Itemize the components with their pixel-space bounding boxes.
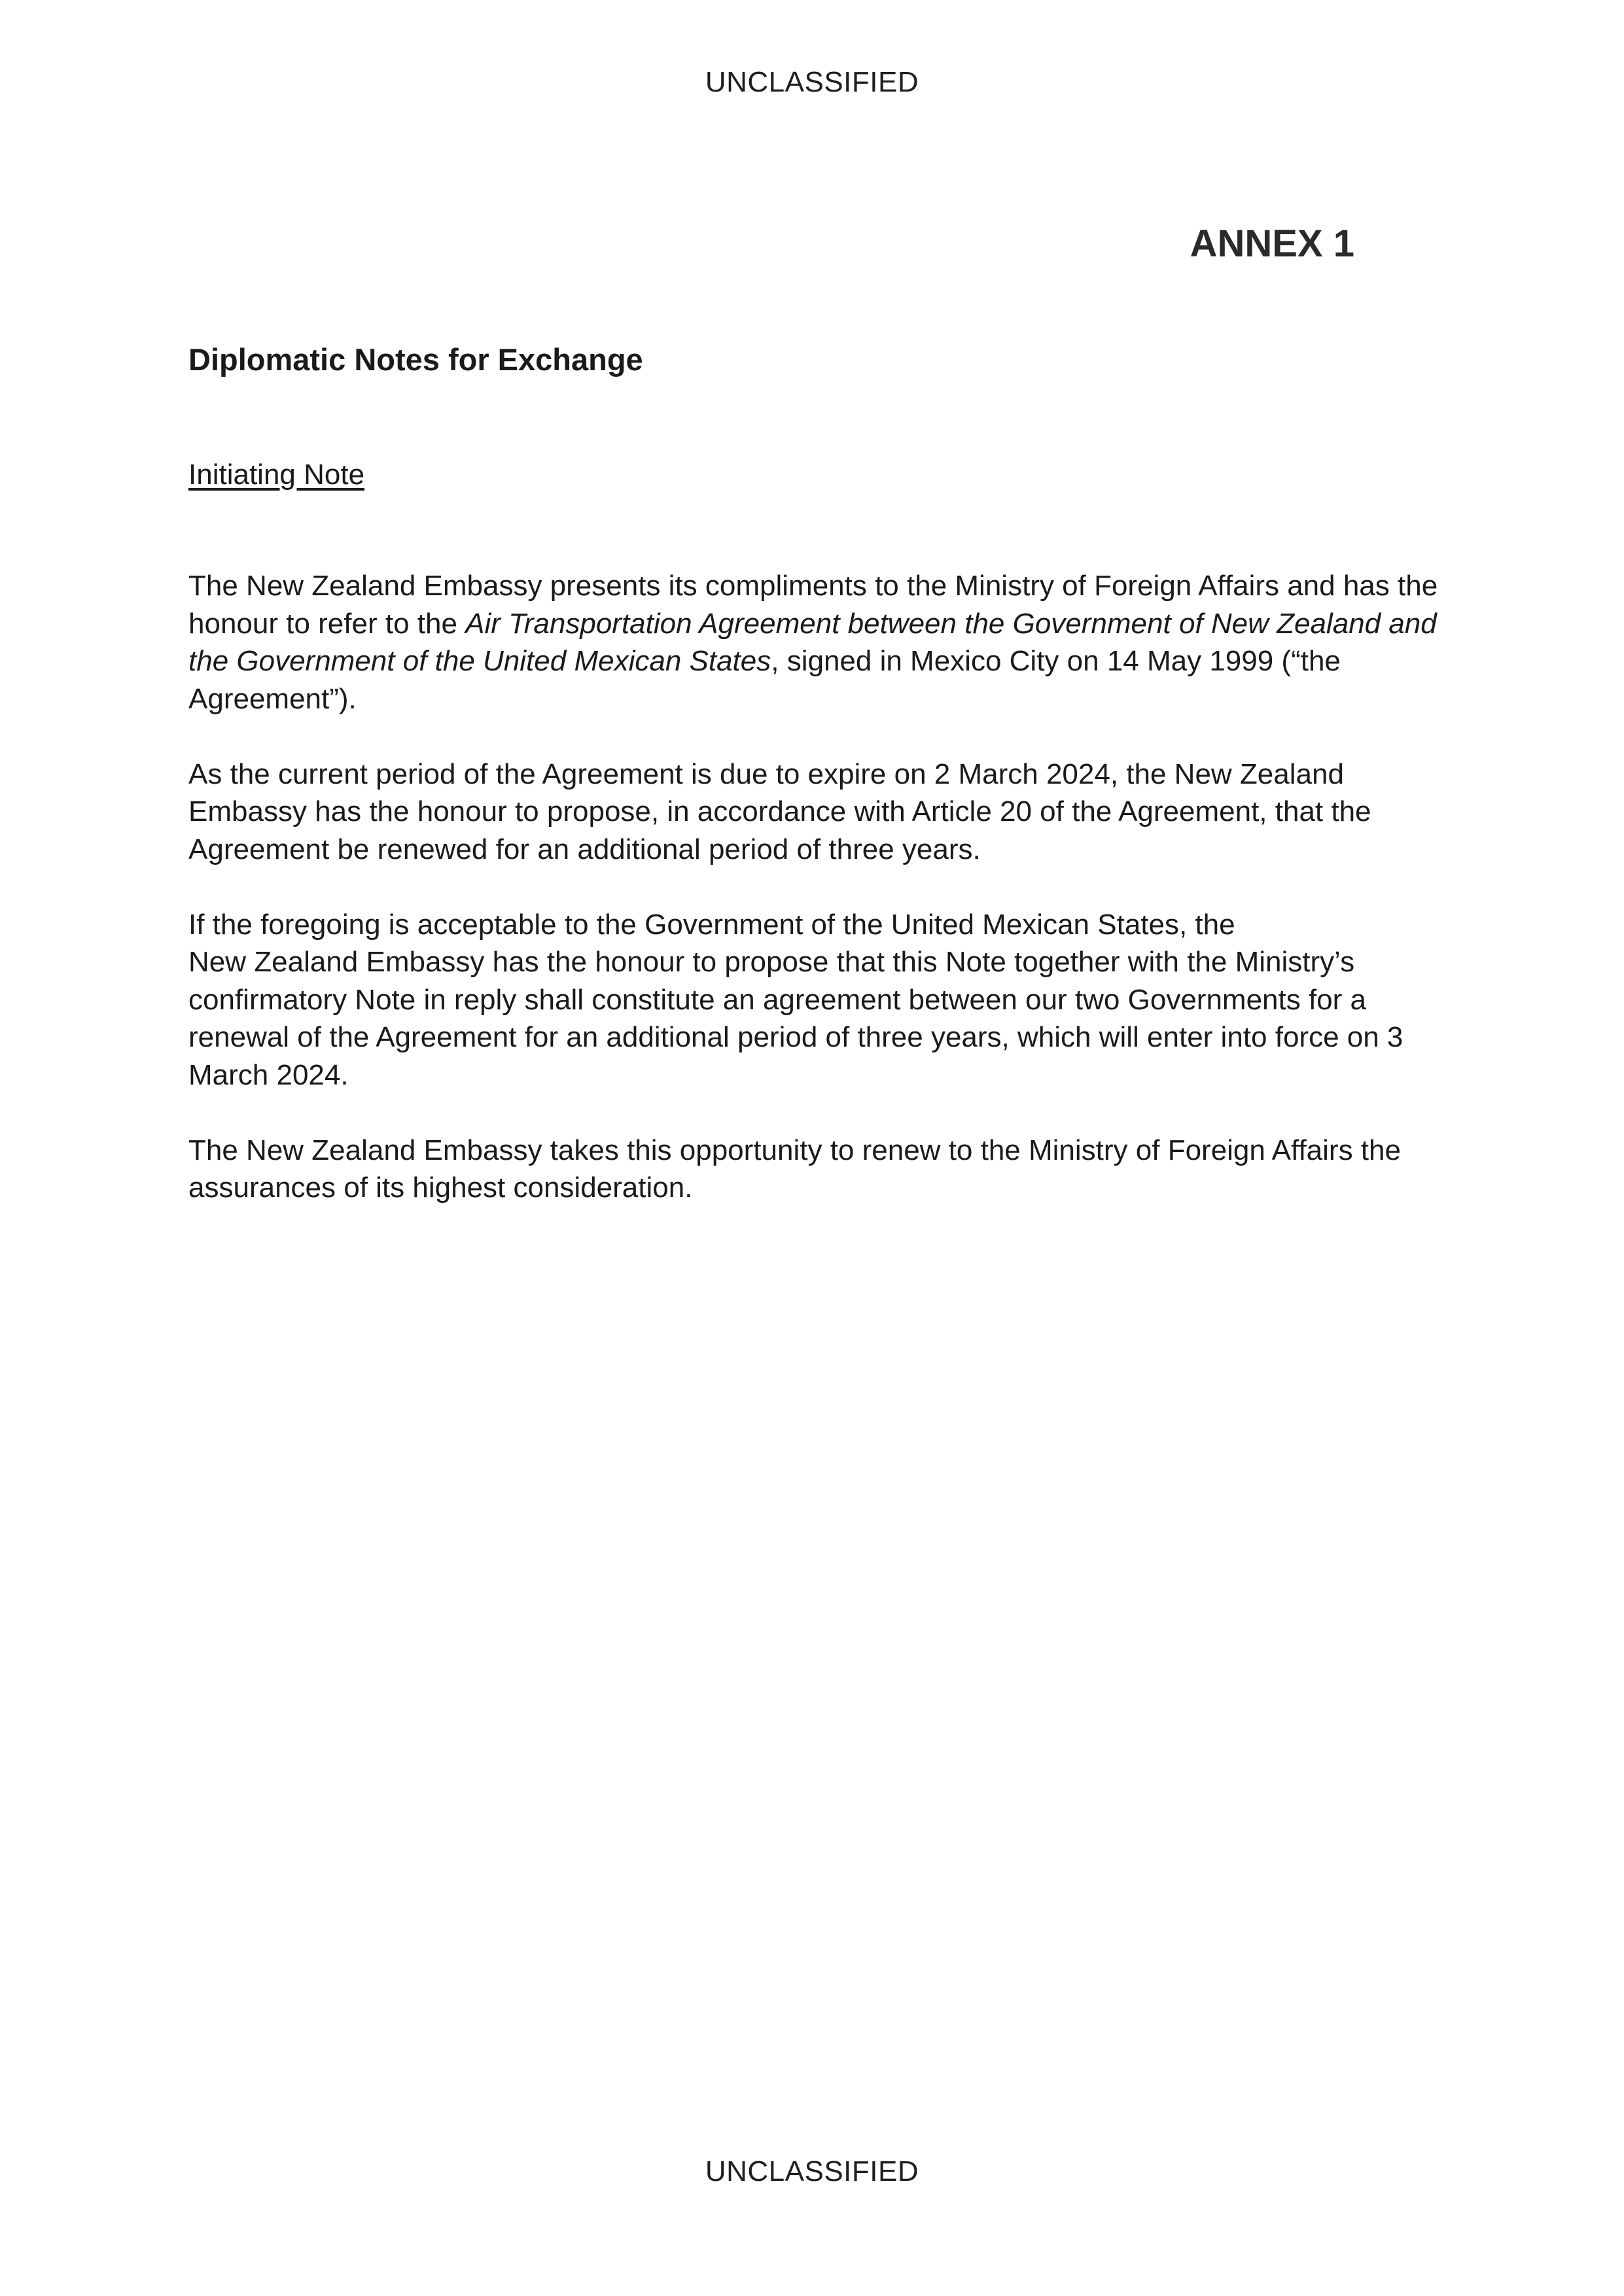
agreement-title: Air Transportation Agreement between the Government of New Zealand and the Government of the United Mexican States — [188, 607, 1437, 677]
paragraph-acceptance — [188, 906, 1458, 1094]
paragraph-proposal: As the current period of the Agreement is due to expire on 2 March 2024, the New Zealand Embassy has the honour to propose, in accordance with Article 20 of the Agreement, that the Agreement be renewed for an additional period of three years. — [188, 757, 1371, 865]
document-subtitle: Initiating Note — [188, 459, 365, 491]
paragraph-closing: The New Zealand Embassy takes this opportunity to renew to the Ministry of Foreign Affairs the assurances of its highest consideration. — [188, 1134, 1401, 1204]
classification-footer: UNCLASSIFIED — [705, 2155, 919, 2187]
paragraph-acceptance-line-1: If the foregoing is acceptable to the Government of the United Mexican States, the — [188, 908, 1235, 941]
paragraph-reference — [188, 567, 1458, 718]
note-body — [188, 340, 1458, 1207]
paragraph-reference-end: , signed in Mexico City on 14 May 1999 (“the Agreement”). — [188, 645, 1341, 715]
paragraph-acceptance-rest: New Zealand Embassy has the honour to propose that this Note together with the Ministry’s confirmatory Note in reply shall constitute an agreement between our two Governments for a renewal of the Agreement for an additional period of three years, which will enter into force on 3 March 2024. — [188, 946, 1403, 1091]
paragraph-reference-start: The New Zealand Embassy presents its compliments to the Ministry of Foreign Affairs and has the honour to refer to the — [188, 570, 1438, 640]
annex-label: ANNEX 1 — [1190, 222, 1354, 265]
classification-header: UNCLASSIFIED — [705, 66, 919, 98]
document-title: Diplomatic Notes for Exchange — [188, 342, 643, 377]
